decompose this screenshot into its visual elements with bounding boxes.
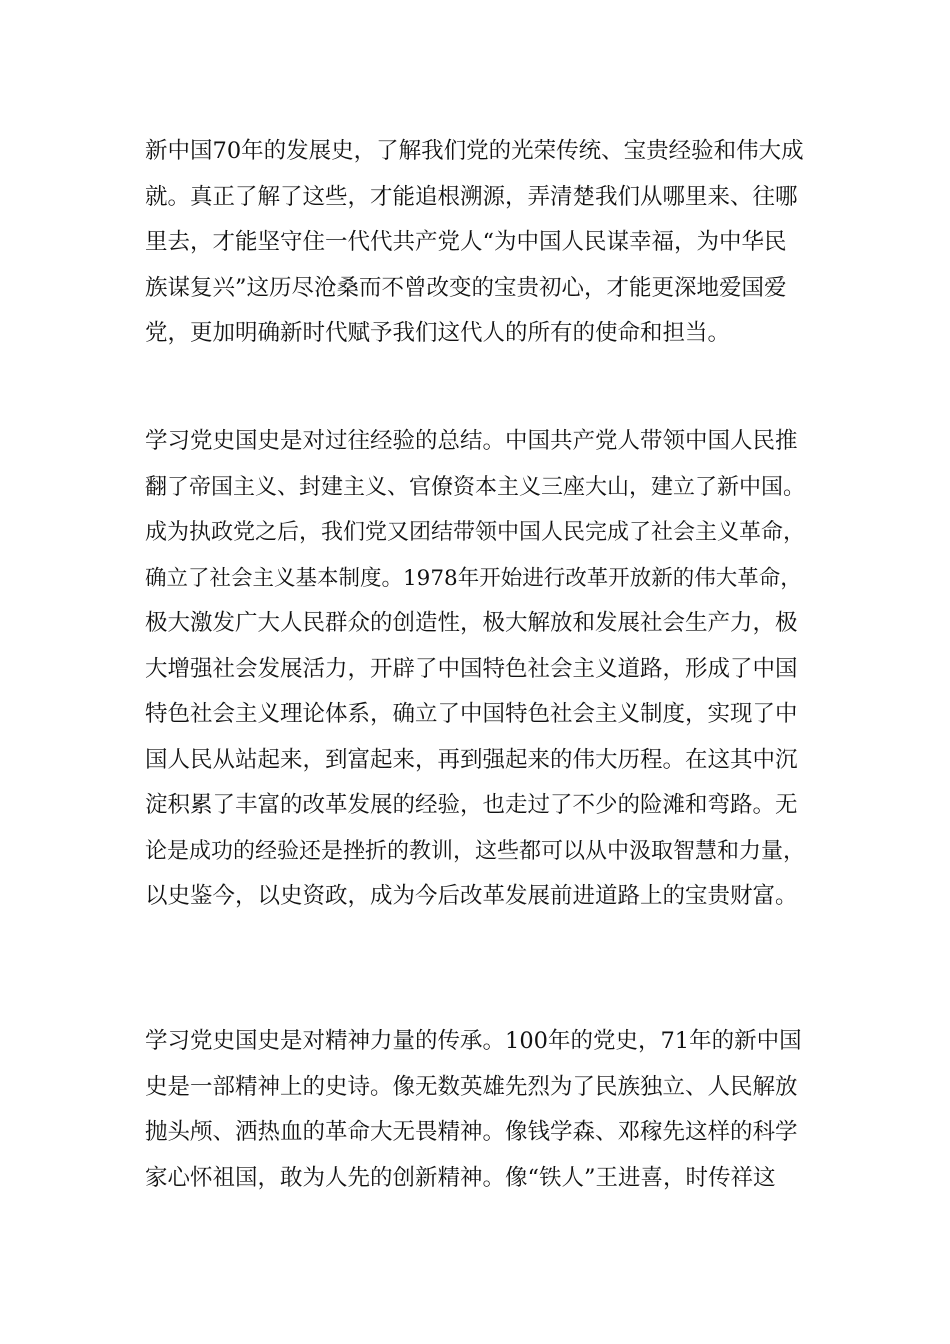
paragraph-2 [145, 419, 815, 920]
text-line: 家心怀祖国，敢为人先的创新精神。像“铁人”王进喜，时传祥这 [145, 1164, 776, 1191]
text-line: 史是一部精神上的史诗。像无数英雄先烈为了民族独立、人民解放 [145, 1073, 798, 1100]
text-line: 新中国70年的发展史，了解我们党的光荣传统、宝贵经验和伟大成 [145, 138, 804, 164]
paragraph-1 [145, 129, 815, 357]
text-line: 党，更加明确新时代赋予我们这代人的所有的使命和担当。 [145, 320, 731, 346]
text-line: 大增强社会发展活力，开辟了中国特色社会主义道路，形成了中国 [145, 655, 798, 682]
text-line: 就。真正了解了这些，才能追根溯源，弄清楚我们从哪里来、往哪 [145, 183, 798, 210]
text-line: 以史鉴今，以史资政，成为今后改革发展前进道路上的宝贵财富。 [145, 883, 798, 909]
text-line: 国人民从站起来，到富起来，再到强起来的伟大历程。在这其中沉 [145, 746, 798, 773]
text-line: 确立了社会主义基本制度。1978年开始进行改革开放新的伟大革命， [145, 565, 802, 591]
paragraph-3 [145, 1019, 815, 1201]
text-line: 成为执政党之后，我们党又团结带领中国人民完成了社会主义革命， [145, 520, 806, 545]
text-line: 学习党史国史是对精神力量的传承。100年的党史，71年的新中国 [145, 1028, 802, 1054]
text-line: 极大激发广大人民群众的创造性，极大解放和发展社会生产力，极 [145, 610, 798, 636]
text-line: 里去，才能坚守住一代代共产党人“为中国人民谋幸福，为中华民 [145, 229, 787, 255]
text-line: 翻了帝国主义、封建主义、官僚资本主义三座大山，建立了新中国。 [145, 474, 806, 500]
text-line: 淀积累了丰富的改革发展的经验，也走过了不少的险滩和弯路。无 [145, 792, 798, 818]
text-line: 学习党史国史是对过往经验的总结。中国共产党人带领中国人民推 [145, 428, 798, 454]
text-line: 特色社会主义理论体系，确立了中国特色社会主义制度，实现了中 [145, 701, 798, 727]
text-line: 抛头颅、洒热血的革命大无畏精神。像钱学森、邓稼先这样的科学 [145, 1119, 798, 1145]
text-line: 论是成功的经验还是挫折的教训，这些都可以从中汲取智慧和力量， [145, 838, 806, 864]
text-line: 族谋复兴”这历尽沧桑而不曾改变的宝贵初心，才能更深地爱国爱 [145, 274, 787, 301]
